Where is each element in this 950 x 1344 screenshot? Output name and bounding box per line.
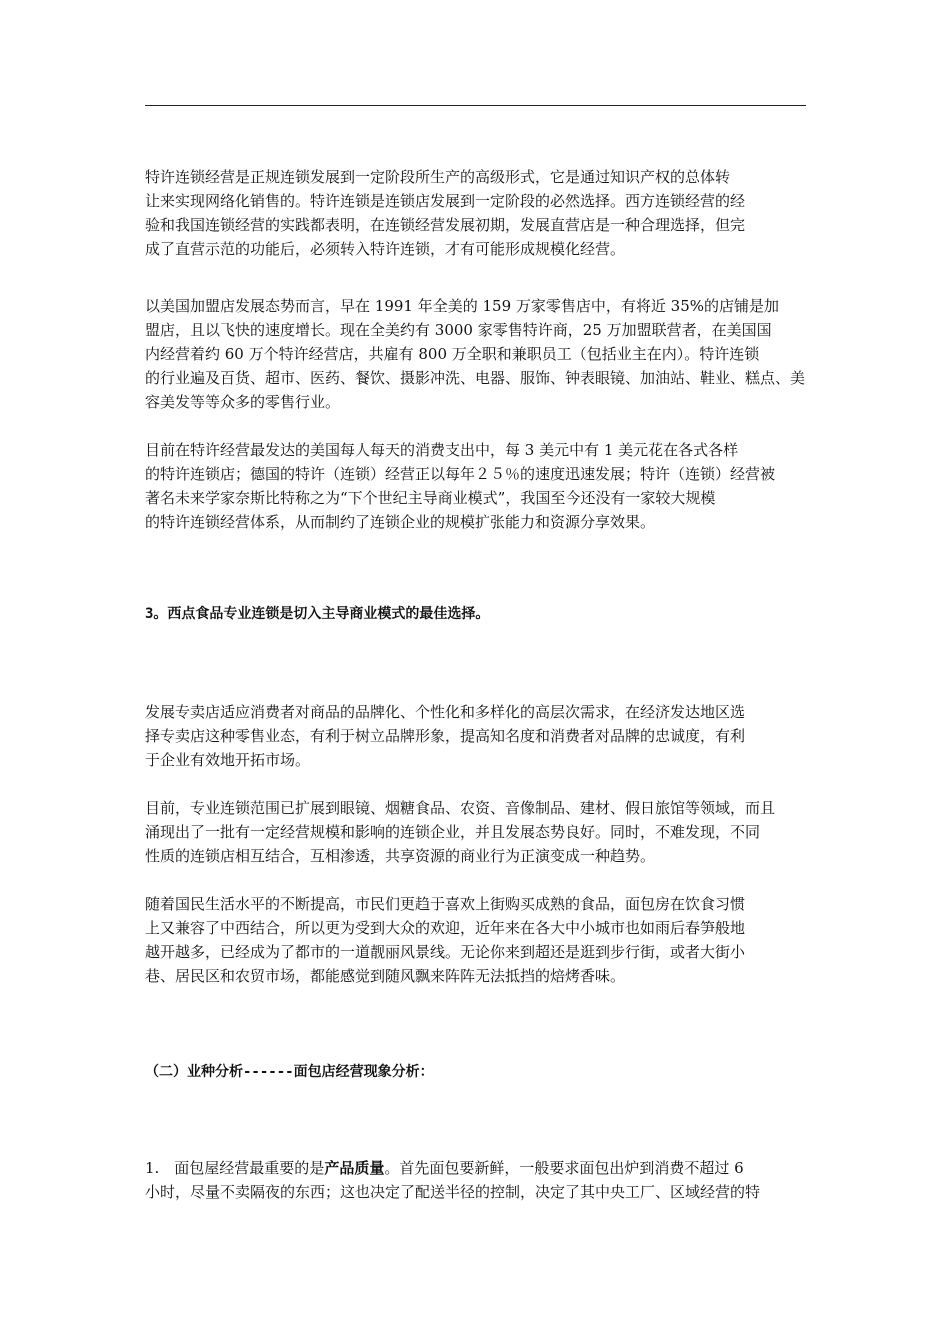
text-line: 以美国加盟店发展态势而言，早在 1991 年全美的 159 万家零售店中，有将近 35%的店铺是加 <box>145 297 779 315</box>
text-line: 于企业有效地开拓市场。 <box>145 751 311 769</box>
text-line: 发展专卖店适应消费者对商品的品牌化、个性化和多样化的高层次需求，在经济发达地区选 <box>145 703 746 721</box>
text-line: 盟店，且以飞快的速度增长。现在全美约有 3000 家零售特许商，25 万加盟联营者，在美国国 <box>145 321 772 339</box>
text-line: 容美发等等众多的零售行业。 <box>145 393 341 411</box>
paragraph-us-franchise <box>145 294 810 414</box>
section-heading-business-analysis <box>145 1060 810 1084</box>
text-line: 择专卖店这种零售业态，有利于树立品牌形象，提高知名度和消费者对品牌的忠诚度，有利 <box>145 727 746 745</box>
text-line: 的特许连锁经营体系，从而制约了连锁企业的规模扩张能力和资源分享效果。 <box>145 513 656 531</box>
text-line: 验和我国连锁经营的实践都表明，在连锁经营发展初期，发展直营店是一种合理选择，但完 <box>145 216 746 234</box>
text-line: 著名未来学家奈斯比特称之为“下个世纪主导商业模式”，我国至今还没有一家较大规模 <box>145 489 716 507</box>
paragraph-specialty-stores <box>145 700 810 772</box>
text-line: 的行业遍及百货、超市、医药、餐饮、摄影冲洗、电器、服饰、钟表眼镜、加油站、鞋业、糕点、美 <box>145 369 806 387</box>
paragraph-franchise-intro <box>145 165 810 261</box>
text-line: 内经营着约 60 万个特许经营店，共雇有 800 万全职和兼职员工（包括业主在内）。特许连锁 <box>145 345 760 363</box>
text-line: 性质的连锁店相互结合，互相渗透，共享资源的商业行为正演变成一种趋势。 <box>145 847 656 865</box>
text-line: 越开越多，已经成为了都市的一道靓丽风景线。无论你来到超还是逛到步行街，或者大街小 <box>145 943 746 961</box>
paragraph-product-quality <box>145 1156 810 1204</box>
text-line: 特许连锁经营是正规连锁发展到一定阶段所生产的高级形式，它是通过知识产权的总体转 <box>145 168 731 186</box>
text-line: 成了直营示范的功能后，必须转入特许连锁，才有可能形成规模化经营。 <box>145 240 626 258</box>
text-line: 巷、居民区和农贸市场，都能感觉到随风飘来阵阵无法抵挡的焙烤香味。 <box>145 967 626 985</box>
text-line: 让来实现网络化销售的。特许连锁是连锁店发展到一定阶段的必然选择。西方连锁经营的经 <box>145 192 746 210</box>
text-segment: 。首先面包要新鲜，一般要求面包出炉到消费不超过 6 <box>384 1159 744 1177</box>
text-line: 的特许连锁店；德国的特许（连锁）经营正以每年２５％的速度迅速发展；特许（连锁）经营被 <box>145 465 776 483</box>
text-line: 小时，尽量不卖隔夜的东西；这也决定了配送半径的控制，决定了其中央工厂、区域经营的特 <box>145 1183 761 1201</box>
paragraph-bakery-trend <box>145 892 810 988</box>
text-line: 涌现出了一批有一定经营规模和影响的连锁企业，并且发展态势良好。同时，不难发现，不同 <box>145 823 761 841</box>
header-rule <box>145 105 806 106</box>
text-line: 上又兼容了中西结合，所以更为受到大众的欢迎，近年来在各大中小城市也如雨后春笋般地 <box>145 919 746 937</box>
section-heading-3 <box>145 602 810 626</box>
text-segment: 1. 面包屋经营最重要的是 <box>145 1159 325 1177</box>
paragraph-consumer-spending <box>145 438 810 534</box>
text-line <box>145 1156 810 1180</box>
heading-text: （二）业种分析------面包店经营现象分析： <box>145 1064 434 1080</box>
heading-text: 3。西点食品专业连锁是切入主导商业模式的最佳选择。 <box>145 606 490 622</box>
bold-emphasis: 产品质量 <box>324 1159 385 1177</box>
text-line: 随着国民生活水平的不断提高，市民们更趋于喜欢上街购买成熟的食品，面包房在饮食习惯 <box>145 895 746 913</box>
text-line: 目前在特许经营最发达的美国每人每天的消费支出中，每 3 美元中有 1 美元花在各式各样 <box>145 441 739 459</box>
text-line: 目前，专业连锁范围已扩展到眼镜、烟糖食品、农资、音像制品、建材、假日旅馆等领域，而且 <box>145 799 776 817</box>
paragraph-specialty-chains <box>145 796 810 868</box>
